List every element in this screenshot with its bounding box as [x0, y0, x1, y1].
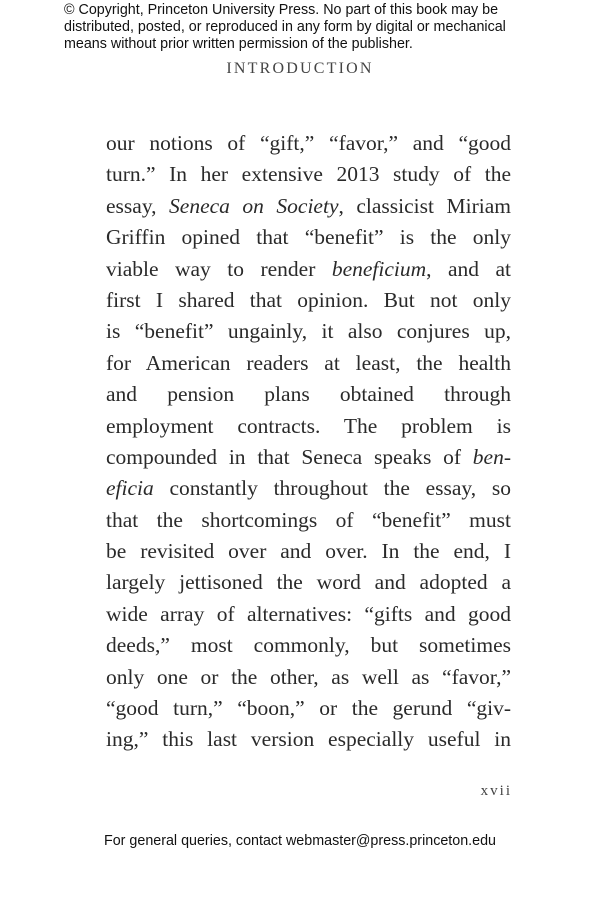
page-number: xvii [480, 783, 512, 799]
running-head: INTRODUCTION [226, 60, 374, 77]
text-line [106, 222, 511, 253]
text-segment: and pension plans obtained through [106, 382, 511, 407]
text-segment: our notions of “gift,” “favor,” and “good [106, 131, 511, 155]
text-segment: that the shortcomings of “benefit” must [106, 507, 511, 532]
text-line [106, 630, 511, 661]
text-segment: is “benefit” ungainly, it also conjures up, [106, 319, 511, 344]
text-line [106, 379, 511, 410]
text-line [106, 348, 511, 379]
text-line [106, 411, 511, 442]
text-segment: constantly throughout the essay, so [153, 476, 511, 501]
italic-text: ben- [472, 444, 511, 469]
text-line [106, 662, 511, 693]
copyright-notice [64, 2, 506, 53]
text-line [106, 473, 511, 504]
text-segment: deeds,” most commonly, but sometimes [106, 633, 511, 658]
text-segment: viable way to render [106, 256, 332, 281]
text-line [106, 599, 511, 630]
text-segment: only one or the other, as well as “favor,” [106, 664, 511, 689]
text-segment: essay, [106, 193, 170, 218]
text-line [106, 567, 511, 598]
notice-line: © Copyright, Princeton University Press. No part of this book may be [64, 2, 499, 18]
text-segment: ing,” this last version especially useful in [106, 727, 511, 752]
text-segment: largely jettisoned the word and adopted a [106, 570, 511, 595]
text-line [106, 442, 511, 473]
text-segment: be revisited over and over. In the end, I [106, 539, 511, 564]
text-segment: compounded in that Seneca speaks of [106, 444, 473, 469]
text-line [106, 724, 511, 755]
text-segment: wide array of alternatives: “gifts and good [106, 601, 511, 626]
italic-text: beneficium [331, 256, 427, 281]
italic-text: eficia [106, 476, 154, 501]
text-line [106, 536, 511, 567]
notice-line: distributed, posted, or reproduced in any form by digital or mechanical [64, 19, 506, 35]
notice-line: means without prior written permission of the publisher. [64, 36, 413, 52]
text-line [106, 191, 511, 222]
footer-contact: For general queries, contact webmaster@press.princeton.edu [104, 833, 496, 849]
text-line [106, 505, 511, 536]
text-line [106, 128, 511, 159]
text-segment: turn.” In her extensive 2013 study of the [106, 162, 511, 187]
text-segment: for American readers at least, the health [106, 350, 511, 375]
text-line [106, 285, 511, 316]
body-text [106, 128, 511, 756]
text-segment: , and at [426, 256, 512, 281]
text-line [106, 159, 511, 190]
text-line [106, 254, 511, 285]
text-line [106, 693, 511, 724]
italic-text: Seneca on Society [169, 193, 339, 218]
text-segment: employment contracts. The problem is [106, 413, 511, 438]
text-segment: , classicist Miriam [338, 193, 511, 218]
text-segment: “good turn,” “boon,” or the gerund “giv- [106, 696, 511, 721]
text-line [106, 316, 511, 347]
text-segment: first I shared that opinion. But not only [106, 287, 511, 312]
text-segment: Griffin opined that “benefit” is the only [106, 225, 511, 250]
